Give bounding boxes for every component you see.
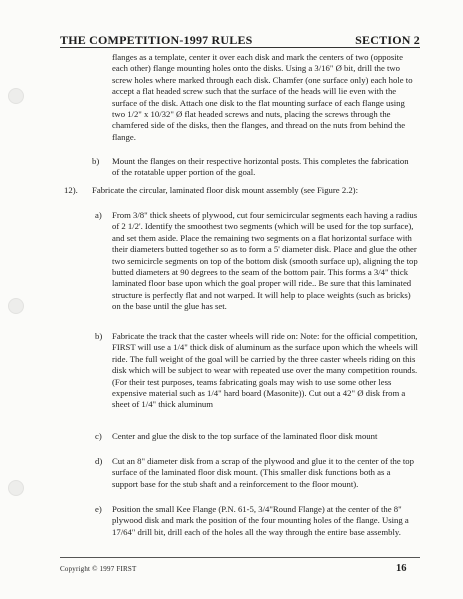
footer-rule (60, 557, 420, 558)
item-b1-marker: b) (92, 156, 100, 166)
item-b1-text: Mount the flanges on their respective horizontal posts. This completes the fabrication of the rotatable upper portion of the goal. (112, 156, 409, 178)
item-b2-text: Fabricate the track that the caster wheels will ride on: Note: for the official competition, FIRST will use a 1/4" thick disk of aluminum as the surface upon which the wheels will ride. The full weight of the goal will be carried by the three caster wheels riding on this disk which will be subject to wear with repeated use over the many competition rounds. (For their test purposes, teams fabricating goals may wish to use some other less expensive material such as 1/4" hard board (Masonite)). Cut out a 42" Ø disk from a sheet of 1/4" thick aluminum (112, 331, 418, 410)
binder-hole-middle (8, 298, 24, 314)
header-title: THE COMPETITION-1997 RULES (60, 33, 253, 47)
copyright-text: Copyright © 1997 FIRST (60, 565, 137, 573)
binder-hole-bottom (8, 480, 24, 496)
page-number: 16 (396, 563, 407, 574)
item-c-text: Center and glue the disk to the top surface of the laminated floor disk mount (112, 431, 378, 441)
item-a-marker: a) (95, 210, 102, 220)
item-e-text: Position the small Kee Flange (P.N. 61-5, 3/4"Round Flange) at the center of the 8" plywood disk and mark the position of the four mounting holes of the flange. Using a 17/64" drill bit, drill each of the holes all the way through the entire base assembly. (112, 504, 409, 537)
header-rule (60, 47, 420, 48)
binder-hole-top (8, 88, 24, 104)
section-label: SECTION 2 (355, 33, 420, 47)
item-b2-marker: b) (95, 331, 103, 341)
item-d-text: Cut an 8" diameter disk from a scrap of the plywood and glue it to the center of the top surface of the laminated floor disk mount. (This smaller disk functions both as a support base for the stub shaft and a reinforcement to the floor mount). (112, 456, 414, 489)
item-d-marker: d) (95, 456, 103, 466)
item-12-text: Fabricate the circular, laminated floor disk mount assembly (see Figure 2.2): (92, 185, 358, 195)
item-c-marker: c) (95, 431, 102, 441)
item-12-marker: 12). (64, 185, 78, 195)
item-e-marker: e) (95, 504, 102, 514)
intro-paragraph: flanges as a template, center it over each disk and mark the centers of two (opposite each other) flange mounting holes onto the disks. Using a 3/16" Ø bit, drill the two screw holes where marked through each disk. Chamfer (one surface only) each hole to accept a flat headed screw such that the surface of the heads will lie even with the surface of the disk. Attach one disk to the flat mounting surface of each flange using two 1/2" x 10/32" Ø flat headed screws and nuts, placing the screws through the chamfered side of the disks, then the flanges, and thread on the nuts from behind the flange. (112, 52, 413, 142)
item-a-text: From 3/8" thick sheets of plywood, cut four semicircular segments each having a radius of 2 1/2'. Identify the smoothest two segments (which will be used for the top surface), and set them aside. Place the remaining two segments on a flat horizontal surface with their diameters butted together so as to form a 5' diameter disk. Place and glue the other two semicircle segments on top of the bottom disk (smooth surface up), aligning the top butted diameters at 90 degrees to the seam of the bottom pair. This forms a 3/4" thick laminated floor base upon which the goal proper will ride.. Be sure that this laminated structure is perfectly flat and not warped. It will help to place weights (such as bricks) on the base until the glue has set. (112, 210, 418, 312)
